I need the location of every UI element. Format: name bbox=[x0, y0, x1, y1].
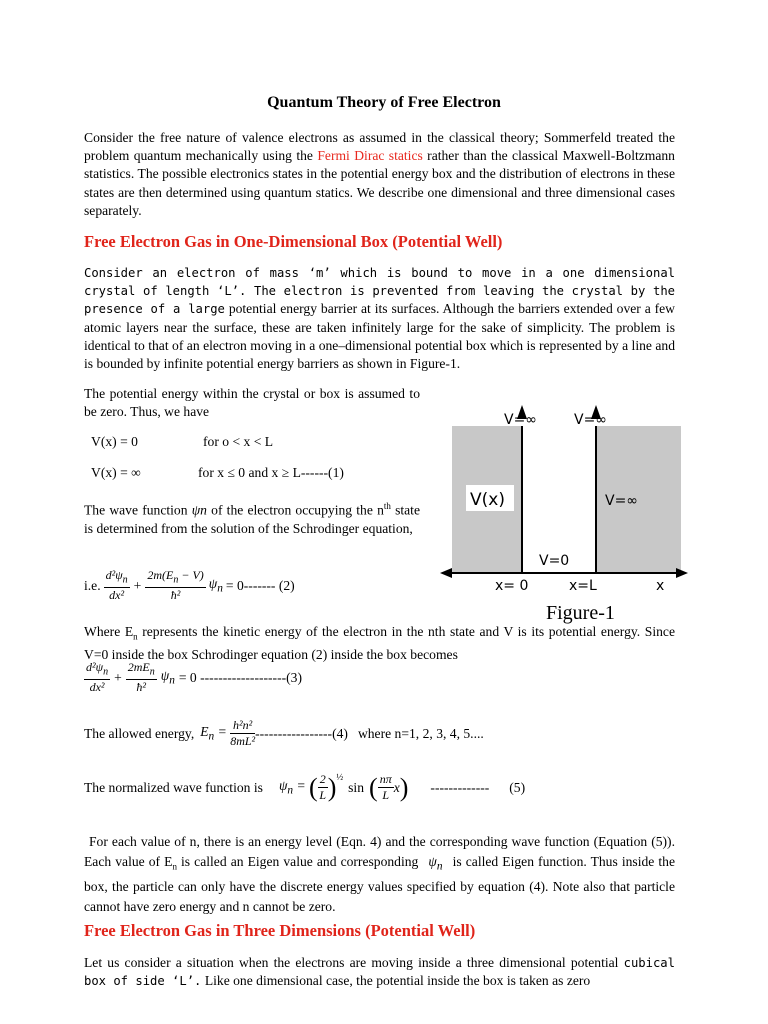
potential-outside: V(x) = ∞ bbox=[91, 465, 141, 480]
equation-5: The normalized wave function is $\psi_n$ = ( $\frac{2}{L}$ ) $^{\frac{1}{2}}$ sin ( $\frac{n\pi}{L}$ x ) ------------- (5) bbox=[84, 772, 526, 802]
section2-heading: Free Electron Gas in Three Dimensions (Potential Well) bbox=[84, 921, 476, 940]
section2-text-a: Let us consider a situation when the electrons are moving inside a three dimensional potential bbox=[84, 955, 619, 970]
eq5-tail: ------------- bbox=[430, 779, 490, 795]
potential-inside-condition: for o < x < L bbox=[203, 434, 274, 449]
para5-a: For each value of n, there is an energy level (Eqn. 4) and the corresponding wave function (Equation (5)). Each value of E bbox=[84, 834, 675, 869]
potential-well-figure bbox=[440, 405, 690, 630]
equation-4: The allowed energy, $E_n$ = $\frac{\text{h²n²}}{\text{8mL²}}$ -----------------(4) where n=1, 2, 3, 4, 5.... bbox=[84, 718, 484, 748]
equation-2: i.e. $\frac{d^2\psi_n}{\text{dx²}}$ + $\frac{2m(E_n - V)}{\text{ħ²}}$ $\psi_n$ = 0------- (2) bbox=[84, 568, 295, 603]
v-inf-right-label: V=∞ bbox=[605, 493, 638, 509]
intro-paragraph bbox=[84, 129, 675, 220]
section1-para1-mono: Consider an electron of mass ‘m’ which is bound to move in a one dimensional crystal of length ‘L’. The electron is prevented from leaving the crystal by the presence of a large bbox=[84, 266, 675, 317]
section2-paragraph-1 bbox=[84, 954, 675, 990]
section2-mono: cubical box of side ‘L’. bbox=[84, 956, 675, 989]
v-inf-right-top-label: V=∞ bbox=[574, 412, 607, 428]
v-inf-left-label: V=∞ bbox=[504, 412, 537, 428]
eq2-frac-2: $\frac{2m(E_n - V)}{\text{ħ²}}$ bbox=[147, 568, 204, 603]
eq3-frac-1: $\frac{d^2\psi_n}{\text{dx²}}$ bbox=[86, 660, 109, 695]
x-axis-arrow-left bbox=[440, 568, 452, 578]
para4-start: Where E bbox=[84, 624, 134, 639]
nth-superscript: th bbox=[383, 501, 391, 511]
eq3-frac-2: $\frac{2mE_n}{\text{ħ²}}$ bbox=[127, 660, 155, 695]
eq4-frac: $\frac{\text{h²n²}}{\text{8mL²}}$ bbox=[230, 718, 256, 748]
potential-inside: V(x) = 0 bbox=[91, 434, 138, 449]
eq2-frac-1: $\frac{d^2\psi_n}{\text{dx²}}$ bbox=[105, 568, 128, 603]
eq3-tail: = 0 -------------------(3) bbox=[178, 669, 302, 685]
para5-b: is called an Eigen value and corresponding bbox=[181, 854, 419, 869]
x-zero-label: x= 0 bbox=[495, 578, 529, 594]
wavefunction-text-a: The wave function bbox=[84, 502, 188, 518]
nth-label: n bbox=[377, 502, 384, 518]
eq4-tail: -----------------(4) bbox=[255, 725, 348, 741]
fermi-dirac-link[interactable]: Fermi Dirac statics bbox=[317, 148, 423, 164]
v-zero-label: V=0 bbox=[539, 553, 570, 569]
page-title: Quantum Theory of Free Electron bbox=[267, 94, 501, 111]
ie-label: i.e. bbox=[84, 577, 101, 593]
section1-heading: Free Electron Gas in One-Dimensional Box (Potential Well) bbox=[84, 232, 503, 251]
psi-n-symbol: ψn bbox=[191, 502, 207, 518]
section1-paragraph-2: The potential energy within the crystal or box is assumed to be zero. Thus, we have bbox=[84, 386, 420, 420]
para5-c: is called Eigen function. Thus inside the box, the particle can only have the discrete energy values specified by equation (4). Note also that particle cannot have zero energy and n cannot be zero. bbox=[84, 854, 675, 914]
para4-sub: n bbox=[133, 631, 138, 642]
x-L-label: x=L bbox=[569, 578, 597, 594]
section2-text-b: Like one dimensional case, the potential inside the box is taken as zero bbox=[204, 973, 591, 989]
section1-paragraph-5: For each value of n, there is an energy level (Eqn. 4) and the corresponding wave function (Equation (5)). Each value of $E_n$ is called an Eigen value and corresponding $\psi_n$ is called Eigen function. Thus inside the box, the particle can only have the discrete energy values specified by equation (4). Note also that particle cannot have zero energy and n cannot be zero. bbox=[84, 834, 675, 914]
intro-text-1: Consider the free nature of valence electrons as assumed in the classical theory; Sommerfeld treated the problem quantum mechanically using the bbox=[84, 130, 675, 164]
wavefunction-text-c: state is determined from the solution of the Schrodinger equation, bbox=[84, 502, 420, 536]
intro-text-2: rather than the classical Maxwell-Boltzmann statistics. The possible electronics states in the potential energy box and the distribution of electrons in these states are then determined using quantum statics. We describe one dimensional and three dimensional cases separately. bbox=[84, 148, 675, 218]
x-axis-arrow-right bbox=[676, 568, 688, 578]
potential-outside-condition: for x ≤ 0 and x ≥ L------(1) bbox=[198, 465, 344, 480]
vx-label: V(x) bbox=[470, 490, 505, 510]
section1-para1-rest: potential energy barrier at its surfaces. Although the barriers extended over a few atomic layers near the surface, these are taken infinitely large for the sake of simplicity. The problem is identical to that of an electron moving in a one–dimensional potential box which is represented by a line and is bounded by infinite potential energy barriers as shown in Figure-1. bbox=[84, 301, 675, 372]
eq5-frac-2: $\frac{n\pi}{L}$ bbox=[379, 772, 392, 802]
eq4-where: where n=1, 2, 3, 4, 5.... bbox=[357, 725, 484, 741]
eq2-tail: = 0------- (2) bbox=[225, 577, 295, 593]
eq5-number: (5) bbox=[509, 779, 526, 795]
wavefunction-text-b: of the electron occupying the bbox=[211, 502, 373, 518]
x-axis-label: x bbox=[656, 578, 665, 594]
equation-3: $\frac{d^2\psi_n}{\text{dx²}}$ + $\frac{2mE_n}{\text{ħ²}}$ $\psi_n$ = 0 -------------------(3) bbox=[86, 660, 302, 695]
section1-paragraph-3 bbox=[84, 497, 420, 538]
allowed-energy-label: The allowed energy, bbox=[84, 725, 195, 741]
normalized-label: The normalized wave function is bbox=[84, 779, 263, 795]
figure-caption: Figure-1 bbox=[546, 602, 615, 624]
eq5-frac-1: $\frac{2}{L}$ bbox=[319, 772, 327, 802]
section1-paragraph-1 bbox=[84, 264, 675, 373]
para4-rest: represents the kinetic energy of the electron in the nth state and V is its potential energy. Since V=0 inside the box Schrodinger equation (2) inside the box becomes bbox=[84, 624, 675, 662]
